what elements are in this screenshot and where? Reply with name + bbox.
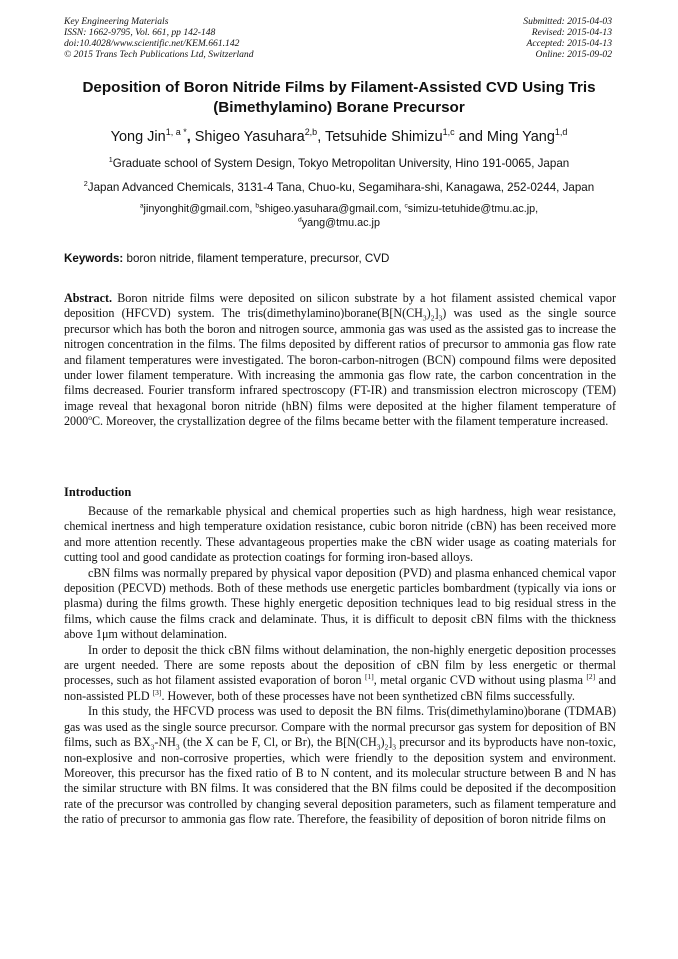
citation-ref: [1] (364, 672, 374, 682)
paragraph-text: precursor and its byproducts have non-toxic, non-explosive and non-corrosive properties, which were friendly to the deposition system and environment. Moreover, this precursor has the fixed ratio of B to N content, and its molecular structure between B and N has the similar structure with BN films. It was considered that the BN films could be deposited if the decomposition rate of the precursor was controlled by changing several deposition parameters, such as filament temperature and the ratio of precursor to ammonia gas flow rate. Therefore, the feasibility of deposition of boron nitride films on (64, 735, 617, 827)
email-mark: a (139, 202, 144, 210)
email-mark: d (298, 216, 302, 224)
paragraph-text: and non-assisted PLD (64, 673, 616, 703)
citation-ref: [3] (152, 687, 162, 697)
paragraph-text: (the X can be F, Cl, or Br), the B[N(CH (179, 735, 377, 750)
abstract-text: ] (434, 306, 439, 321)
subscript: 2 (384, 742, 389, 752)
journal-name: Key Engineering Materials (64, 16, 169, 27)
paragraph-text: ) (380, 735, 385, 750)
section-heading-introduction: Introduction (64, 485, 132, 499)
abstract (64, 291, 616, 430)
author-separator: , (317, 129, 325, 145)
email-b: shigeo.yasuhara@gmail.com, (259, 203, 405, 215)
paragraph-text: ] (388, 735, 393, 750)
affiliation-mark: 1 (108, 155, 113, 165)
doi-line: doi:10.4028/www.scientific.net/KEM.661.142 (64, 38, 240, 49)
author-list (30, 128, 648, 146)
author-name: Yong Jin (110, 129, 166, 145)
author-affiliation-mark: 1, a * (165, 127, 187, 138)
email-a: jinyonghit@gmail.com, (143, 203, 256, 215)
introduction-body (64, 504, 616, 828)
subscript: 2 (430, 313, 435, 323)
abstract-label: Abstract. (64, 291, 113, 305)
author-affiliation-mark: 1,d (554, 127, 568, 138)
accepted-date: Accepted: 2015-04-13 (526, 38, 612, 49)
subscript: 3 (150, 742, 155, 752)
submitted-date: Submitted: 2015-04-03 (523, 16, 612, 27)
subscript: 3 (438, 313, 443, 323)
issn-line: ISSN: 1662-9795, Vol. 661, pp 142-148 (64, 27, 216, 38)
journal-header-right (523, 16, 612, 60)
author-affiliation-mark: 2,b (304, 127, 318, 138)
email-line-2 (30, 216, 648, 230)
keywords (64, 251, 624, 266)
paragraph-text: , metal organic CVD without using plasma (373, 673, 587, 688)
abstract-text: C. Moreover, the crystallization degree of the films became better with the filament temperature increased. (91, 414, 609, 429)
subscript: 3 (392, 742, 397, 752)
affiliation-mark: 2 (83, 179, 88, 189)
affiliation-1 (30, 156, 648, 171)
intro-paragraph-2: cBN films was normally prepared by physical vapor deposition (PVD) and plasma enhanced chemical vapor deposition (PECVD) methods. Both of these methods use energetic particles bombardment (typically via ions or plasma) during the films growth. These highly energetic deposition techniques lead to big residual stress in the films, which cause the films crack and delaminate. Thus, it is difficult to deposit cBN films with the thickness above 1μm without delamination. (64, 565, 616, 642)
email-mark: c (404, 202, 408, 210)
citation-ref: [2] (586, 672, 596, 682)
author-separator: , (186, 129, 195, 145)
paper-title (40, 78, 638, 118)
author-separator: and (454, 129, 487, 145)
author-name: Ming Yang (486, 129, 555, 145)
paragraph-text: In this study, the HFCVD process was used to deposit the BN films. Tris(dimethylamino)borane (TDMAB) gas was used as the single source precursor. Compare with the normal precursor gas system for deposition of BN films, such as BX (64, 704, 616, 750)
subscript: 3 (422, 313, 427, 323)
revised-date: Revised: 2015-04-13 (531, 27, 612, 38)
author-affiliation-mark: 1,c (442, 127, 455, 138)
paragraph-text: . However, both of these processes have not been synthetized cBN films successfully. (161, 688, 575, 703)
online-date: Online: 2015-09-02 (535, 49, 612, 60)
copyright-line: © 2015 Trans Tech Publications Ltd, Switzerland (64, 49, 254, 60)
title-line-1: Deposition of Boron Nitride Films by Filament-Assisted CVD Using Tris (82, 79, 596, 96)
title-line-2: (Bimethylamino) Borane Precursor (213, 99, 465, 116)
email-c: simizu-tetuhide@tmu.ac.jp, (407, 203, 539, 215)
email-line-1 (30, 202, 648, 216)
abstract-text: ) was used as the single source precursor which has both the boron and nitrogen source, ammonia gas was used as the assisted gas to increase the nitrogen concentration in the films. The films deposited by different ratios of precursor to ammonia gas flow rate and filament temperatures were investigated. The boron-carbon-nitrogen (BCN) compound films were deposited under lower filament temperature. With increasing the ammonia gas flow rate, the carbon concentration in the films decreased. Fourier transform infrared spectroscopy (FT-IR) and transmission electron microscopy (TEM) image reveal that hexagonal boron nitride (hBN) films were deposited at the higher filament temperature of 2000 (64, 306, 616, 429)
subscript: 3 (376, 742, 381, 752)
keywords-label: Keywords: (64, 252, 124, 265)
paragraph-text: In order to deposit the thick cBN films without delamination, the non-highly energetic deposition processes are urgent needed. There are some reposts about the deposition of cBN film by less energetic or thermal processes, such as hot filament assisted evaporation of boron (64, 642, 616, 688)
intro-paragraph-1: Because of the remarkable physical and chemical properties such as high hardness, high wear resistance, chemical inertness and high temperature oxidation resistance, cubic boron nitride (cBN) has been received more and more attention recently. These advantageous properties make the cBN wider usage as coating materials for cutting tool and good candidate as protection coatings for forming iron-based alloys. (64, 504, 616, 565)
affiliation-2 (30, 180, 648, 195)
email-mark: b (255, 202, 260, 210)
superscript: o (88, 413, 92, 423)
affiliation-text: Graduate school of System Design, Tokyo Metropolitan University, Hino 191-0065, Japan (112, 157, 570, 170)
keywords-text: boron nitride, filament temperature, precursor, CVD (123, 252, 390, 265)
subscript: 3 (175, 742, 180, 752)
author-name: Shigeo Yasuhara (194, 129, 305, 145)
author-name: Tetsuhide Shimizu (324, 129, 443, 145)
abstract-text: ) (426, 306, 431, 321)
intro-paragraph-3 (64, 643, 616, 705)
paragraph-text: -NH (154, 735, 176, 750)
intro-paragraph-4 (64, 704, 616, 827)
email-d: yang@tmu.ac.jp (301, 217, 380, 229)
affiliation-text: Japan Advanced Chemicals, 3131-4 Tana, Chuo-ku, Segamihara-shi, Kanagawa, 252-0244, Japan (87, 181, 595, 194)
abstract-text: Boron nitride films were deposited on silicon substrate by a hot filament assisted chemical vapor deposition (HFCVD) system. The tris(dimethylamino)borane(B[N(CH (64, 291, 616, 321)
author-emails (30, 202, 648, 230)
journal-header-left (64, 16, 254, 60)
